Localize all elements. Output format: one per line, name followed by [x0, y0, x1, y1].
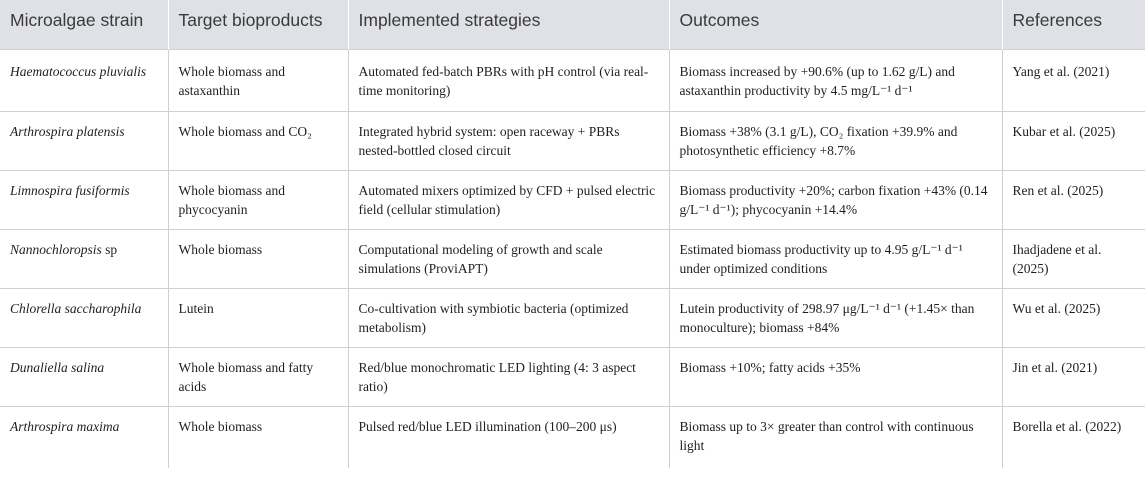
header-references: References — [1002, 0, 1145, 49]
strain-name: Dunaliella salina — [10, 359, 105, 375]
cell-target: Whole biomass and phycocyanin — [168, 170, 348, 229]
cell-strain — [0, 111, 168, 170]
cell-strain — [0, 170, 168, 229]
cell-outcome: Biomass productivity +20%; carbon fixation +43% (0.14 g/L⁻¹ d⁻¹); phycocyanin +14.4% — [669, 170, 1002, 229]
strain-name: Limnospira fusiformis — [10, 182, 130, 198]
table-row — [0, 229, 1145, 288]
cell-strain — [0, 347, 168, 406]
strain-name: Arthrospira platensis — [10, 123, 125, 139]
cell-strain — [0, 406, 168, 468]
strain-name: Nannochloropsis — [10, 241, 102, 257]
cell-strain — [0, 229, 168, 288]
cell-reference: Kubar et al. (2025) — [1002, 111, 1145, 170]
table-row — [0, 288, 1145, 347]
cell-strategy: Automated mixers optimized by CFD + pulsed electric field (cellular stimulation) — [348, 170, 669, 229]
cell-outcome: Biomass increased by +90.6% (up to 1.62 g/L) and astaxanthin productivity by 4.5 mg/L⁻¹ d⁻¹ — [669, 49, 1002, 111]
strain-name: Haematococcus pluvialis — [10, 63, 147, 79]
strain-suffix: sp — [101, 241, 118, 257]
strain-name: Arthrospira maxima — [10, 418, 120, 434]
cell-reference: Jin et al. (2021) — [1002, 347, 1145, 406]
cell-target: Whole biomass and astaxanthin — [168, 49, 348, 111]
table-row — [0, 406, 1145, 468]
header-strain: Microalgae strain — [0, 0, 168, 49]
table-row — [0, 170, 1145, 229]
cell-strategy: Co-cultivation with symbiotic bacteria (optimized metabolism) — [348, 288, 669, 347]
header-target: Target bioproducts — [168, 0, 348, 49]
cell-target: Whole biomass — [168, 229, 348, 288]
table-row — [0, 347, 1145, 406]
cell-strain — [0, 288, 168, 347]
header-row — [0, 0, 1145, 49]
cell-target: Lutein — [168, 288, 348, 347]
cell-reference: Borella et al. (2022) — [1002, 406, 1145, 468]
cell-reference: Yang et al. (2021) — [1002, 49, 1145, 111]
table-row — [0, 49, 1145, 111]
cell-strategy: Integrated hybrid system: open raceway + PBRs nested-bottled closed circuit — [348, 111, 669, 170]
cell-reference: Wu et al. (2025) — [1002, 288, 1145, 347]
cell-target: Whole biomass and fatty acids — [168, 347, 348, 406]
header-strategies: Implemented strategies — [348, 0, 669, 49]
cell-target: Whole biomass and CO₂ — [168, 111, 348, 170]
cell-strategy: Pulsed red/blue LED illumination (100–200 μs) — [348, 406, 669, 468]
cell-outcome: Biomass up to 3× greater than control with continuous light — [669, 406, 1002, 468]
strain-name: Chlorella saccharophila — [10, 300, 142, 316]
cell-outcome: Biomass +38% (3.1 g/L), CO₂ fixation +39.9% and photosynthetic efficiency +8.7% — [669, 111, 1002, 170]
cell-reference: Ihadjadene et al. (2025) — [1002, 229, 1145, 288]
cell-outcome: Lutein productivity of 298.97 μg/L⁻¹ d⁻¹ (+1.45× than monoculture); biomass +84% — [669, 288, 1002, 347]
cell-strain — [0, 49, 168, 111]
cell-strategy: Red/blue monochromatic LED lighting (4: 3 aspect ratio) — [348, 347, 669, 406]
cell-target: Whole biomass — [168, 406, 348, 468]
cell-reference: Ren et al. (2025) — [1002, 170, 1145, 229]
cell-outcome: Biomass +10%; fatty acids +35% — [669, 347, 1002, 406]
header-outcomes: Outcomes — [669, 0, 1002, 49]
cell-strategy: Computational modeling of growth and scale simulations (ProviAPT) — [348, 229, 669, 288]
table-row — [0, 111, 1145, 170]
cell-outcome: Estimated biomass productivity up to 4.95 g/L⁻¹ d⁻¹ under optimized conditions — [669, 229, 1002, 288]
cell-strategy: Automated fed-batch PBRs with pH control (via real-time monitoring) — [348, 49, 669, 111]
